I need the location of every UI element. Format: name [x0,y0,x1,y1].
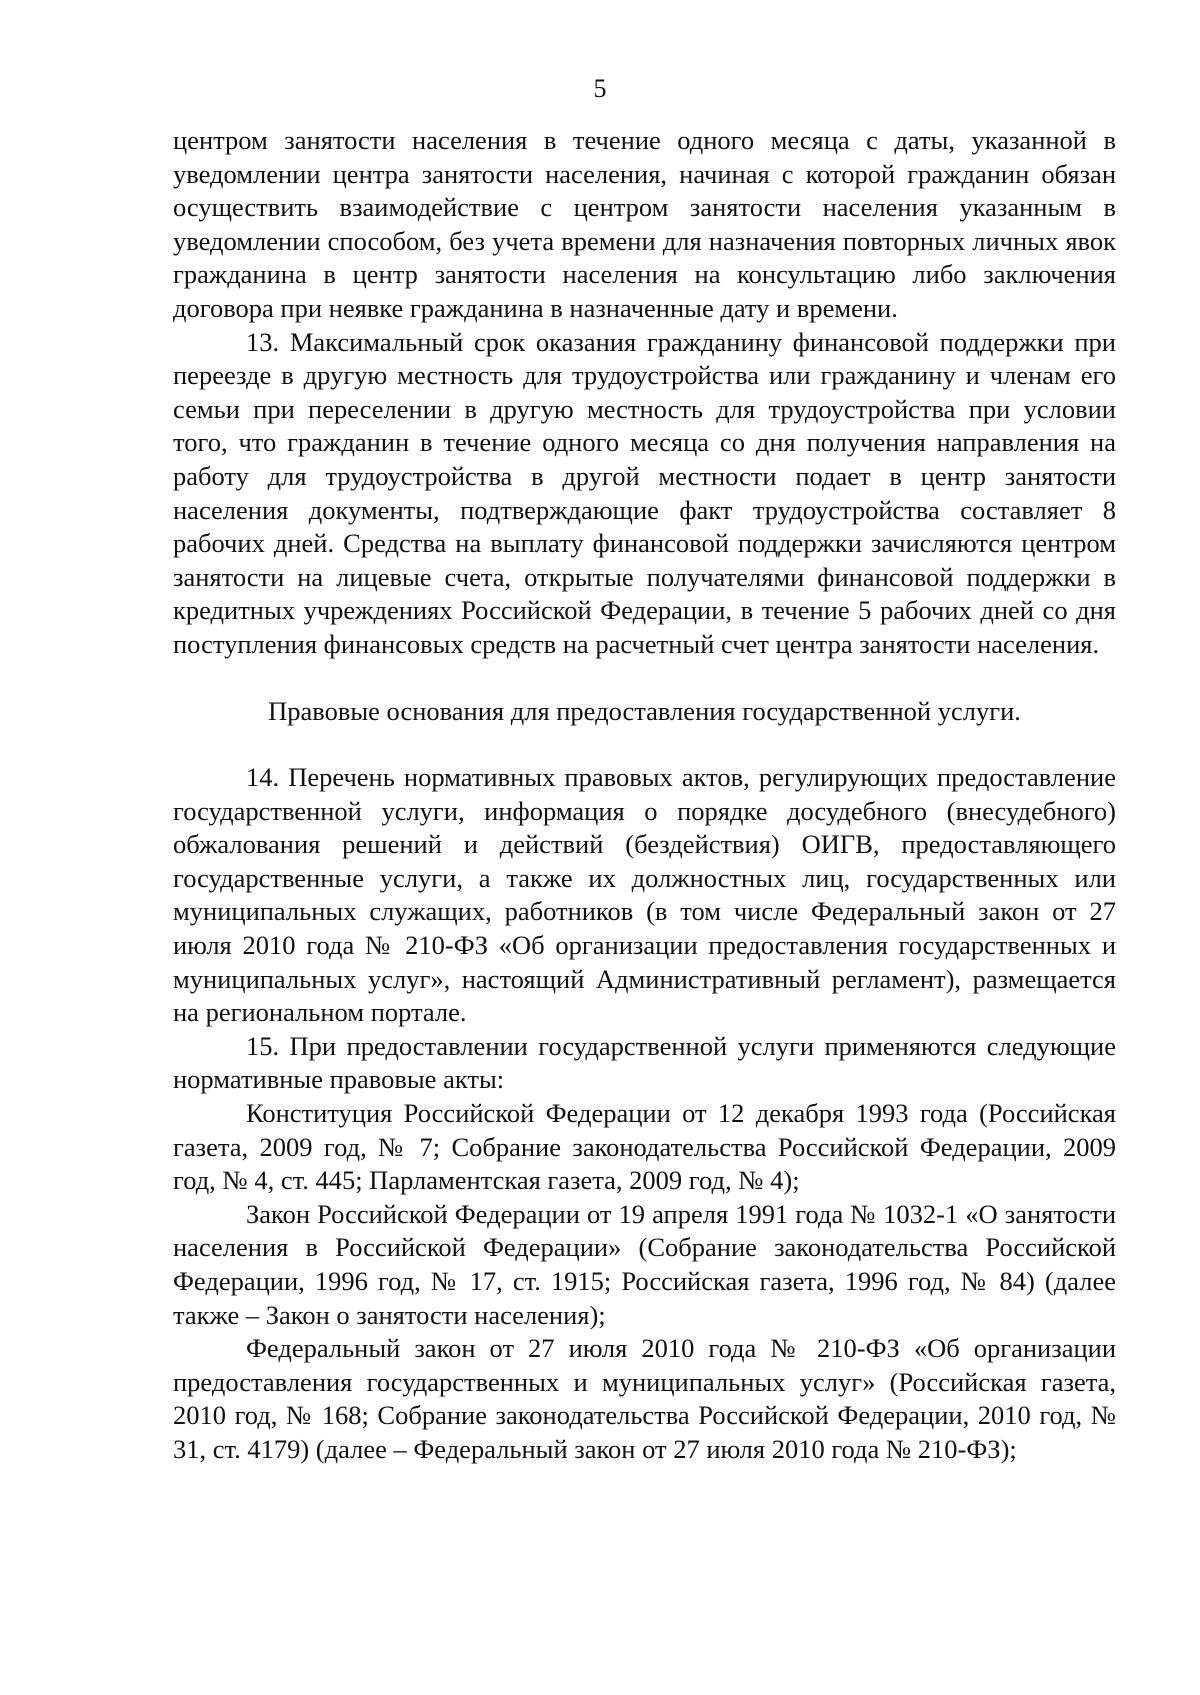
act-employment-law: Закон Российской Федерации от 19 апреля 1991 года № 1032-1 «О занятости населения в Российской Федерации» (Собрание законодательства Российской Федерации, 1996 год, № 17, ст. 1915; Российская газета, 1996 год, № 84) (далее также – Закон о занятости населения); [173,1198,1116,1330]
paragraph-12-continuation: центром занятости населения в течение одного месяца с даты, указанной в уведомлении центра занятости населения, начиная с которой гражданин обязан осуществить взаимодействие с центром занятости населения указанным в уведомлении способом, без учета времени для назначения повторных личных явок гражданина в центр занятости населения на консультацию либо заключения договора при неявке гражданина в назначенные дату и времени. [173,125,1116,323]
paragraph-15: 15. При предоставлении государственной услуги применяются следующие нормативные правовые акты: [173,1030,1116,1095]
act-constitution: Конституция Российской Федерации от 12 декабря 1993 года (Российская газета, 2009 год, № 7; Собрание законодательства Российской Федерации, 2009 год, № 4, ст. 445; Парламентская газета, 2009 год, № 4); [173,1098,1116,1196]
act-federal-law-210fz: Федеральный закон от 27 июля 2010 года № 210-ФЗ «Об организации предоставления государственных и муниципальных услуг» (Российская газета, 2010 год, № 168; Собрание законодательства Российской Федерации, 2010 год, № 31, ст. 4179) (далее – Федеральный закон от 27 июля 2010 года № 210-ФЗ); [173,1333,1116,1464]
page-number: 5 [593,74,607,103]
document-body [173,124,1116,1467]
paragraph-14: 14. Перечень нормативных правовых актов, регулирующих предоставление государственной услуги, информация о порядке досудебного (внесудебного) обжалования решений и действий (бездействия) ОИГВ, предоставляющего государственные услуги, а также их должностных лиц, государственных или муниципальных служащих, работников (в том числе Федеральный закон от 27 июля 2010 года № 210-ФЗ «Об организации предоставления государственных и муниципальных услуг», настоящий Административный регламент), размещается на региональном портале. [173,762,1116,1028]
paragraph-13: 13. Максимальный срок оказания гражданину финансовой поддержки при переезде в другую местность для трудоустройства или гражданину и членам его семьи при переселении в другую местность для трудоустройства при условии того, что гражданин в течение одного месяца со дня получения направления на работу для трудоустройства в другой местности подает в центр занятости населения документы, подтверждающие факт трудоустройства составляет 8 рабочих дней. Средства на выплату финансовой поддержки зачисляются центром занятости на лицевые счета, открытые получателями финансовой поддержки в кредитных учреждениях Российской Федерации, в течение 5 рабочих дней со дня поступления финансовых средств на расчетный счет центра занятости населения. [173,326,1116,659]
section-heading: Правовые основания для предоставления государственной услуги. [268,695,1021,726]
